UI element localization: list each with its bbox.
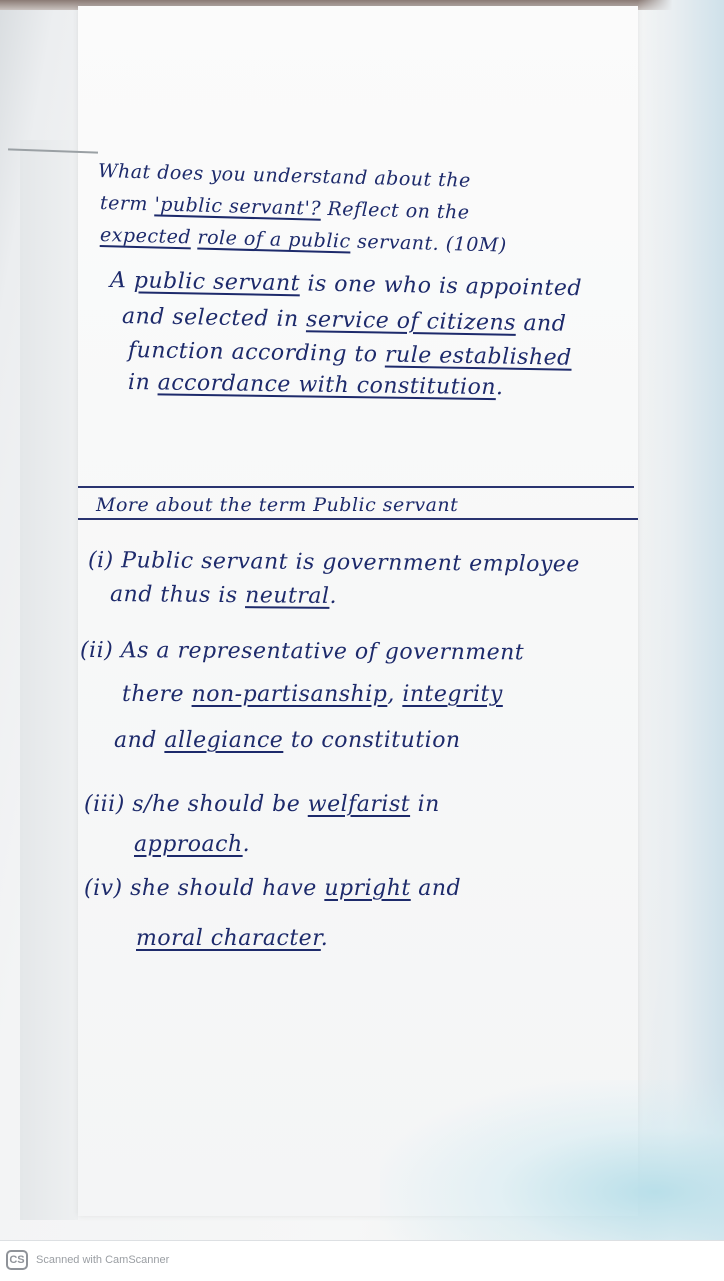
question-text: servant. (10M) [350,230,507,257]
underlined-term: expected [99,224,192,249]
point-1-line-1 [88,548,580,577]
scanned-label: Scanned with CamScanner [36,1254,170,1266]
answer-text: in [410,792,440,817]
answer-text: , [387,682,403,707]
point-2-line-3 [114,728,461,753]
point-marker: (iv) [84,876,123,901]
point-3-line-1 [84,792,440,817]
underlined-term: 'public servant'? [154,193,322,220]
underlined-term: integrity [402,682,503,707]
underlined-term: public servant [133,268,301,297]
answer-text: . [495,375,504,401]
point-4-line-2 [136,926,328,951]
underlined-term: moral character [136,926,321,951]
answer-text: . [329,583,338,609]
point-2-line-2 [122,682,503,707]
point-4-line-1 [84,876,461,901]
answer-text: there [122,682,192,707]
answer-text: Public servant is government employee [121,548,580,578]
underlined-term: non-partisanship [191,682,388,707]
underlined-term: role of a public [197,226,351,253]
page-right-strip [638,0,724,1240]
underlined-term: neutral [245,583,330,609]
answer-text: . [320,926,329,951]
underlined-term: accordance with constitution [157,370,497,401]
section-heading [96,494,458,516]
heading-bottom-rule [78,518,638,520]
point-1-line-2 [110,582,337,609]
answer-text: and [114,728,165,753]
question-text: What does you understand about the [97,160,472,192]
point-3-line-2 [134,832,250,857]
point-marker: (i) [87,548,114,574]
underlined-term: approach [134,832,243,857]
answer-text: and [515,310,567,337]
definition-line-4 [128,370,504,400]
answer-text: . [242,832,251,857]
answer-text: A [109,268,135,294]
paper-edge [20,140,78,1220]
underlined-term: rule established [384,342,572,371]
question-text: term [99,192,155,216]
answer-text: and [410,876,462,901]
answer-text: to constitution [283,728,461,753]
answer-text: in [127,370,158,396]
scan-glare [380,1080,724,1240]
point-marker: (iii) [84,792,125,817]
camscanner-footer [0,1240,724,1281]
underlined-term: service of citizens [305,307,517,336]
section-heading-text: More about the term Public servant [96,494,459,516]
answer-text: and thus is [109,582,246,609]
question-text: Reflect on the [320,197,470,224]
answer-text: s/he should be [132,792,308,817]
underlined-term: upright [324,876,411,901]
underlined-term: allegiance [164,728,284,753]
point-marker: (ii) [79,638,114,664]
answer-text: she should have [130,876,325,901]
camscanner-logo-icon: CS [6,1250,28,1270]
underlined-term: welfarist [307,792,411,817]
answer-text: is one who is appointed [299,271,583,302]
answer-text: function according to [127,338,386,368]
answer-text: As a representative of government [120,638,525,666]
point-2-line-1 [80,638,524,665]
heading-top-rule [78,486,634,488]
answer-text: and selected in [121,304,307,333]
